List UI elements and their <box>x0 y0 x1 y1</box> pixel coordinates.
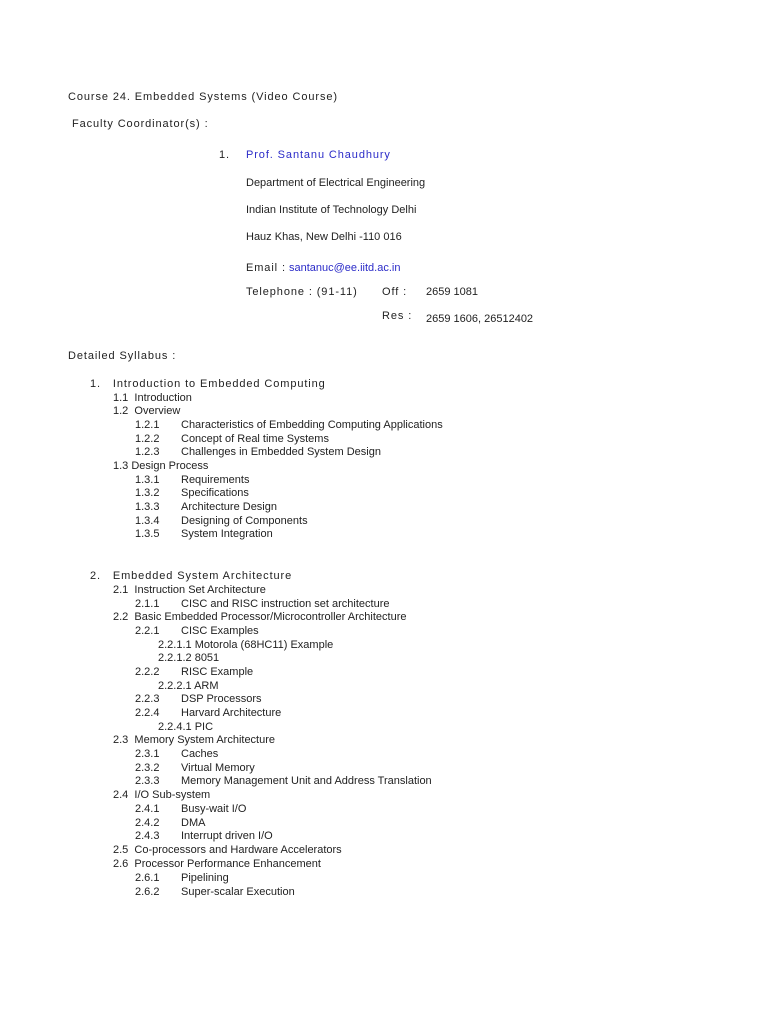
section-heading: 2. Embedded System Architecture <box>90 570 293 582</box>
list-item: 2.3 Memory System Architecture <box>113 734 276 746</box>
list-item: Harvard Architecture <box>181 707 282 719</box>
list-item: Designing of Components <box>181 515 308 527</box>
list-item: 2.4 I/O Sub-system <box>113 789 211 801</box>
email-label: Email : <box>246 262 286 274</box>
list-item: 2.2.1.1 Motorola (68HC11) Example <box>158 639 334 651</box>
office-number: 2659 1081 <box>426 286 478 298</box>
list-item: DMA <box>181 817 206 829</box>
list-item-num: 1.3.3 <box>135 501 160 513</box>
department: Department of Electrical Engineering <box>246 177 426 189</box>
list-item-num: 1.2.1 <box>135 419 160 431</box>
list-item: RISC Example <box>181 666 254 678</box>
list-item-num: 1.3.2 <box>135 487 160 499</box>
list-item: 1.2 Overview <box>113 405 181 417</box>
list-item-num: 2.4.3 <box>135 830 160 842</box>
list-item: System Integration <box>181 528 273 540</box>
list-item: Super-scalar Execution <box>181 886 295 898</box>
address: Hauz Khas, New Delhi -110 016 <box>246 231 402 243</box>
email-row <box>246 262 400 274</box>
section-heading: 1. Introduction to Embedded Computing <box>90 378 326 390</box>
list-item-num: 2.2.3 <box>135 693 160 705</box>
list-item-num: 2.2.2 <box>135 666 160 678</box>
list-item: 2.2 Basic Embedded Processor/Microcontroller Architecture <box>113 611 407 623</box>
list-item: 2.2.1.2 8051 <box>158 652 220 664</box>
list-item: 2.2.4.1 PIC <box>158 721 214 733</box>
course-title: Course 24. Embedded Systems (Video Course) <box>68 91 338 103</box>
list-item: Memory Management Unit and Address Translation <box>181 775 432 787</box>
list-item-num: 2.3.1 <box>135 748 160 760</box>
list-item-num: 2.4.1 <box>135 803 160 815</box>
residence-label: Res : <box>382 310 413 322</box>
list-item: Characteristics of Embedding Computing Applications <box>181 419 443 431</box>
list-item: 1.3 Design Process <box>113 460 209 472</box>
list-item-num: 1.2.2 <box>135 433 160 445</box>
list-item: Caches <box>181 748 219 760</box>
list-item: Pipelining <box>181 872 229 884</box>
list-item: Architecture Design <box>181 501 277 513</box>
coordinator-number: 1. <box>219 149 230 161</box>
list-item: Specifications <box>181 487 249 499</box>
list-item: Virtual Memory <box>181 762 255 774</box>
email-link[interactable]: santanuc@ee.iitd.ac.in <box>288 262 401 274</box>
telephone-label: Telephone : (91-11) <box>246 286 358 298</box>
list-item: CISC and RISC instruction set architecture <box>181 598 390 610</box>
list-item-num: 1.3.4 <box>135 515 160 527</box>
list-item: 2.5 Co-processors and Hardware Accelerators <box>113 844 342 856</box>
office-label: Off : <box>382 286 408 298</box>
list-item: 2.1 Instruction Set Architecture <box>113 584 266 596</box>
list-item-num: 2.3.2 <box>135 762 160 774</box>
list-item-num: 2.6.1 <box>135 872 160 884</box>
syllabus-label: Detailed Syllabus : <box>68 350 177 362</box>
list-item: DSP Processors <box>181 693 262 705</box>
residence-number: 2659 1606, 26512402 <box>426 313 534 325</box>
list-item-num: 2.1.1 <box>135 598 160 610</box>
list-item-num: 2.4.2 <box>135 817 160 829</box>
list-item-num: 1.2.3 <box>135 446 160 458</box>
faculty-label: Faculty Coordinator(s) : <box>72 118 209 130</box>
list-item-num: 1.3.5 <box>135 528 160 540</box>
list-item-num: 2.3.3 <box>135 775 160 787</box>
list-item-num: 1.3.1 <box>135 474 160 486</box>
list-item: Challenges in Embedded System Design <box>181 446 381 458</box>
list-item-num: 2.2.1 <box>135 625 160 637</box>
institute: Indian Institute of Technology Delhi <box>246 204 417 216</box>
list-item: 1.1 Introduction <box>113 392 192 404</box>
list-item: Busy-wait I/O <box>181 803 247 815</box>
list-item: CISC Examples <box>181 625 259 637</box>
list-item-num: 2.2.4 <box>135 707 160 719</box>
coordinator-name-link[interactable]: Prof. Santanu Chaudhury <box>246 149 391 161</box>
list-item: Requirements <box>181 474 250 486</box>
list-item: Interrupt driven I/O <box>181 830 273 842</box>
list-item-num: 2.6.2 <box>135 886 160 898</box>
list-item: 2.6 Processor Performance Enhancement <box>113 858 321 870</box>
list-item: 2.2.2.1 ARM <box>158 680 219 692</box>
list-item: Concept of Real time Systems <box>181 433 329 445</box>
